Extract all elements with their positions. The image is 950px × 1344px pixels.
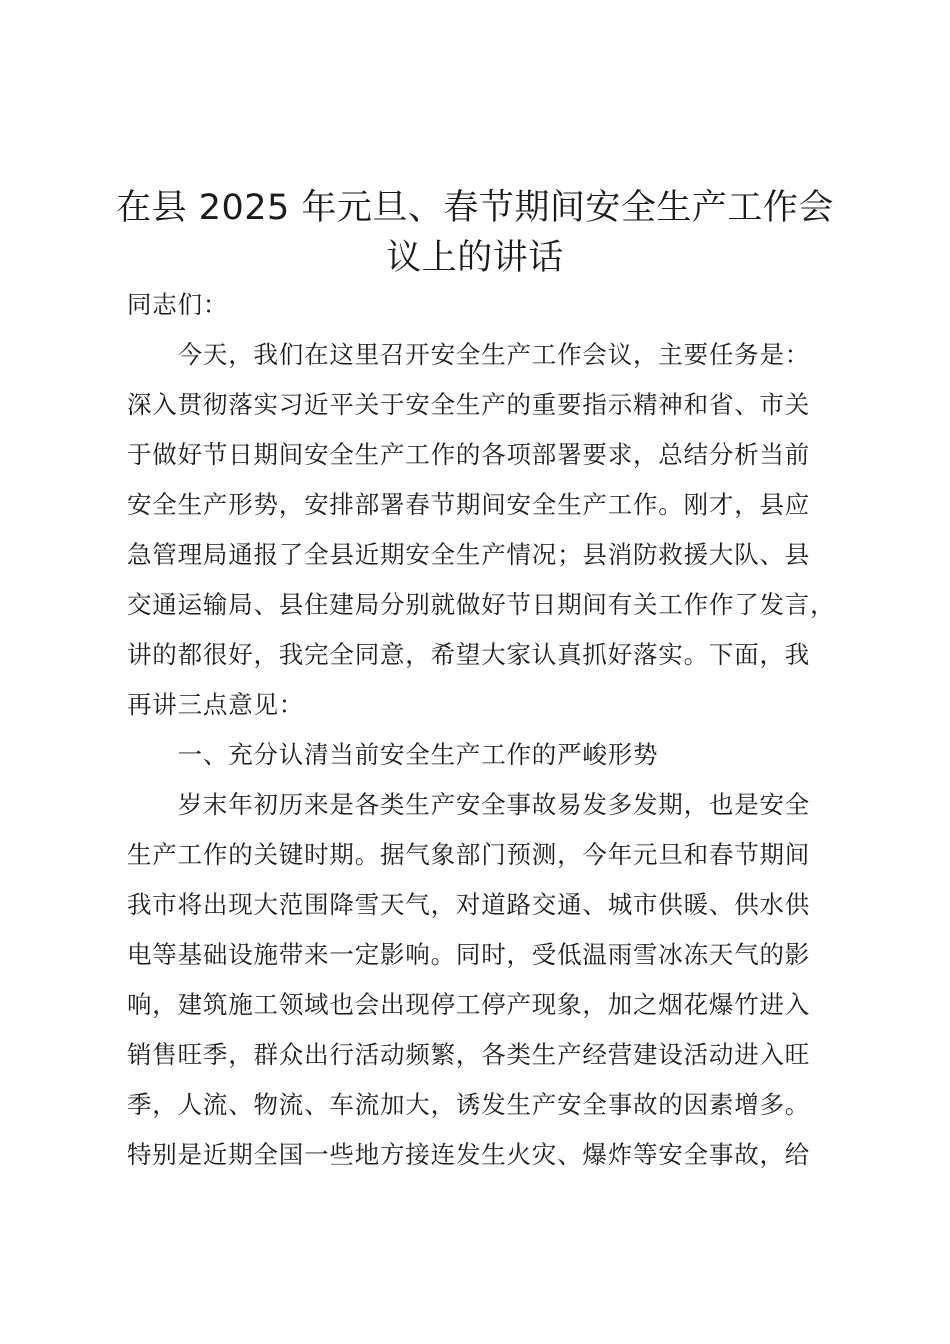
body-line: 销售旺季，群众出行活动频繁，各类生产经营建设活动进入旺 xyxy=(127,1040,811,1069)
body-line: 安全生产形势，安排部署春节期间安全生产工作。刚才，县应 xyxy=(127,490,811,519)
body-line: 再讲三点意见： xyxy=(127,690,305,719)
body-line: 岁末年初历来是各类生产安全事故易发多发期，也是安全 xyxy=(127,790,811,819)
body-line: 交通运输局、县住建局分别就做好节日期间有关工作作了发言， xyxy=(127,590,836,619)
body-line: 电等基础设施带来一定影响。同时，受低温雨雪冰冻天气的影 xyxy=(127,940,811,969)
body-line: 特别是近期全国一些地方接连发生火灾、爆炸等安全事故，给 xyxy=(127,1140,811,1169)
body-line: 生产工作的关键时期。据气象部门预测，今年元旦和春节期间 xyxy=(127,840,811,869)
body-line: 响，建筑施工领域也会出现停工停产现象，加之烟花爆竹进入 xyxy=(127,990,811,1019)
body-line: 季，人流、物流、车流加大，诱发生产安全事故的因素增多。 xyxy=(127,1090,811,1119)
body-line: 于做好节日期间安全生产工作的各项部署要求，总结分析当前 xyxy=(127,440,811,469)
body-line: 今天，我们在这里召开安全生产工作会议，主要任务是： xyxy=(127,340,811,369)
body-line: 深入贯彻落实习近平关于安全生产的重要指示精神和省、市关 xyxy=(127,390,811,419)
document-title-line-1: 在县 2025 年元旦、春节期间安全生产工作会 xyxy=(116,188,834,228)
section-heading: 一、充分认清当前安全生产工作的严峻形势 xyxy=(127,740,659,769)
salutation: 同志们： xyxy=(127,290,229,319)
document-title-line-2: 议上的讲话 xyxy=(386,238,564,278)
body-line: 我市将出现大范围降雪天气，对道路交通、城市供暖、供水供 xyxy=(127,890,811,919)
body-line: 讲的都很好，我完全同意，希望大家认真抓好落实。下面，我 xyxy=(127,640,811,669)
body-line: 急管理局通报了全县近期安全生产情况；县消防救援大队、县 xyxy=(127,540,811,569)
